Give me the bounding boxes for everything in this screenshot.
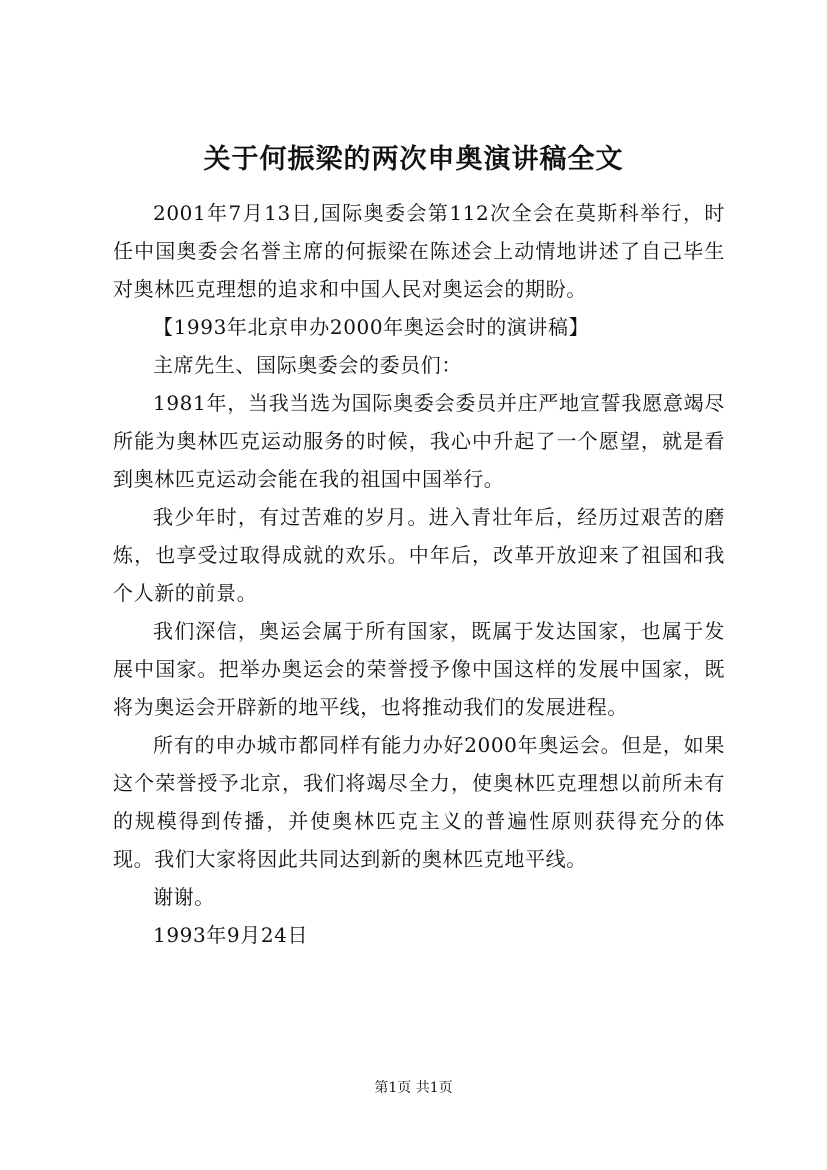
intro-paragraph: 2001年7月13日,国际奥委会第112次全会在莫斯科举行，时任中国奥委会名誉主席的何振梁在陈述会上动情地讲述了自己毕生对奥林匹克理想的追求和中国人民对奥运会的期盼。 [113,201,725,301]
body-paragraph: 我们深信，奥运会属于所有国家，既属于发达国家，也属于发展中国家。把举办奥运会的荣誉授予像中国这样的发展中国家，既将为奥运会开辟新的地平线，也将推动我们的发展进程。 [113,619,725,719]
document-title: 关于何振梁的两次申奥演讲稿全文 [203,144,624,175]
speech-heading: 【1993年北京申办2000年奥运会时的演讲稿】 [153,315,590,339]
body-paragraph: 我少年时，有过苦难的岁月。进入青壮年后，经历过艰苦的磨炼，也享受过取得成就的欢乐。中年后，改革开放迎来了祖国和我个人新的前景。 [113,505,725,605]
speech-date: 1993年9月24日 [153,923,309,947]
body-paragraph: 所有的申办城市都同样有能力办好2000年奥运会。但是，如果这个荣誉授予北京，我们将竭尽全力，使奥林匹克理想以前所未有的规模得到传播，并使奥林匹克主义的普遍性原则获得充分的体现。我们大家将因此共同达到新的奥林匹克地平线。 [113,733,725,871]
page-footer: 第1页 共1页 [374,1080,453,1096]
body-paragraph: 1981年，当我当选为国际奥委会委员并庄严地宣誓我愿意竭尽所能为奥林匹克运动服务的时候，我心中升起了一个愿望，就是看到奥林匹克运动会能在我的祖国中国举行。 [113,391,725,491]
document-body [113,194,725,954]
salutation: 主席先生、国际奥委会的委员们： [153,353,462,377]
closing-thanks: 谢谢。 [153,885,215,909]
